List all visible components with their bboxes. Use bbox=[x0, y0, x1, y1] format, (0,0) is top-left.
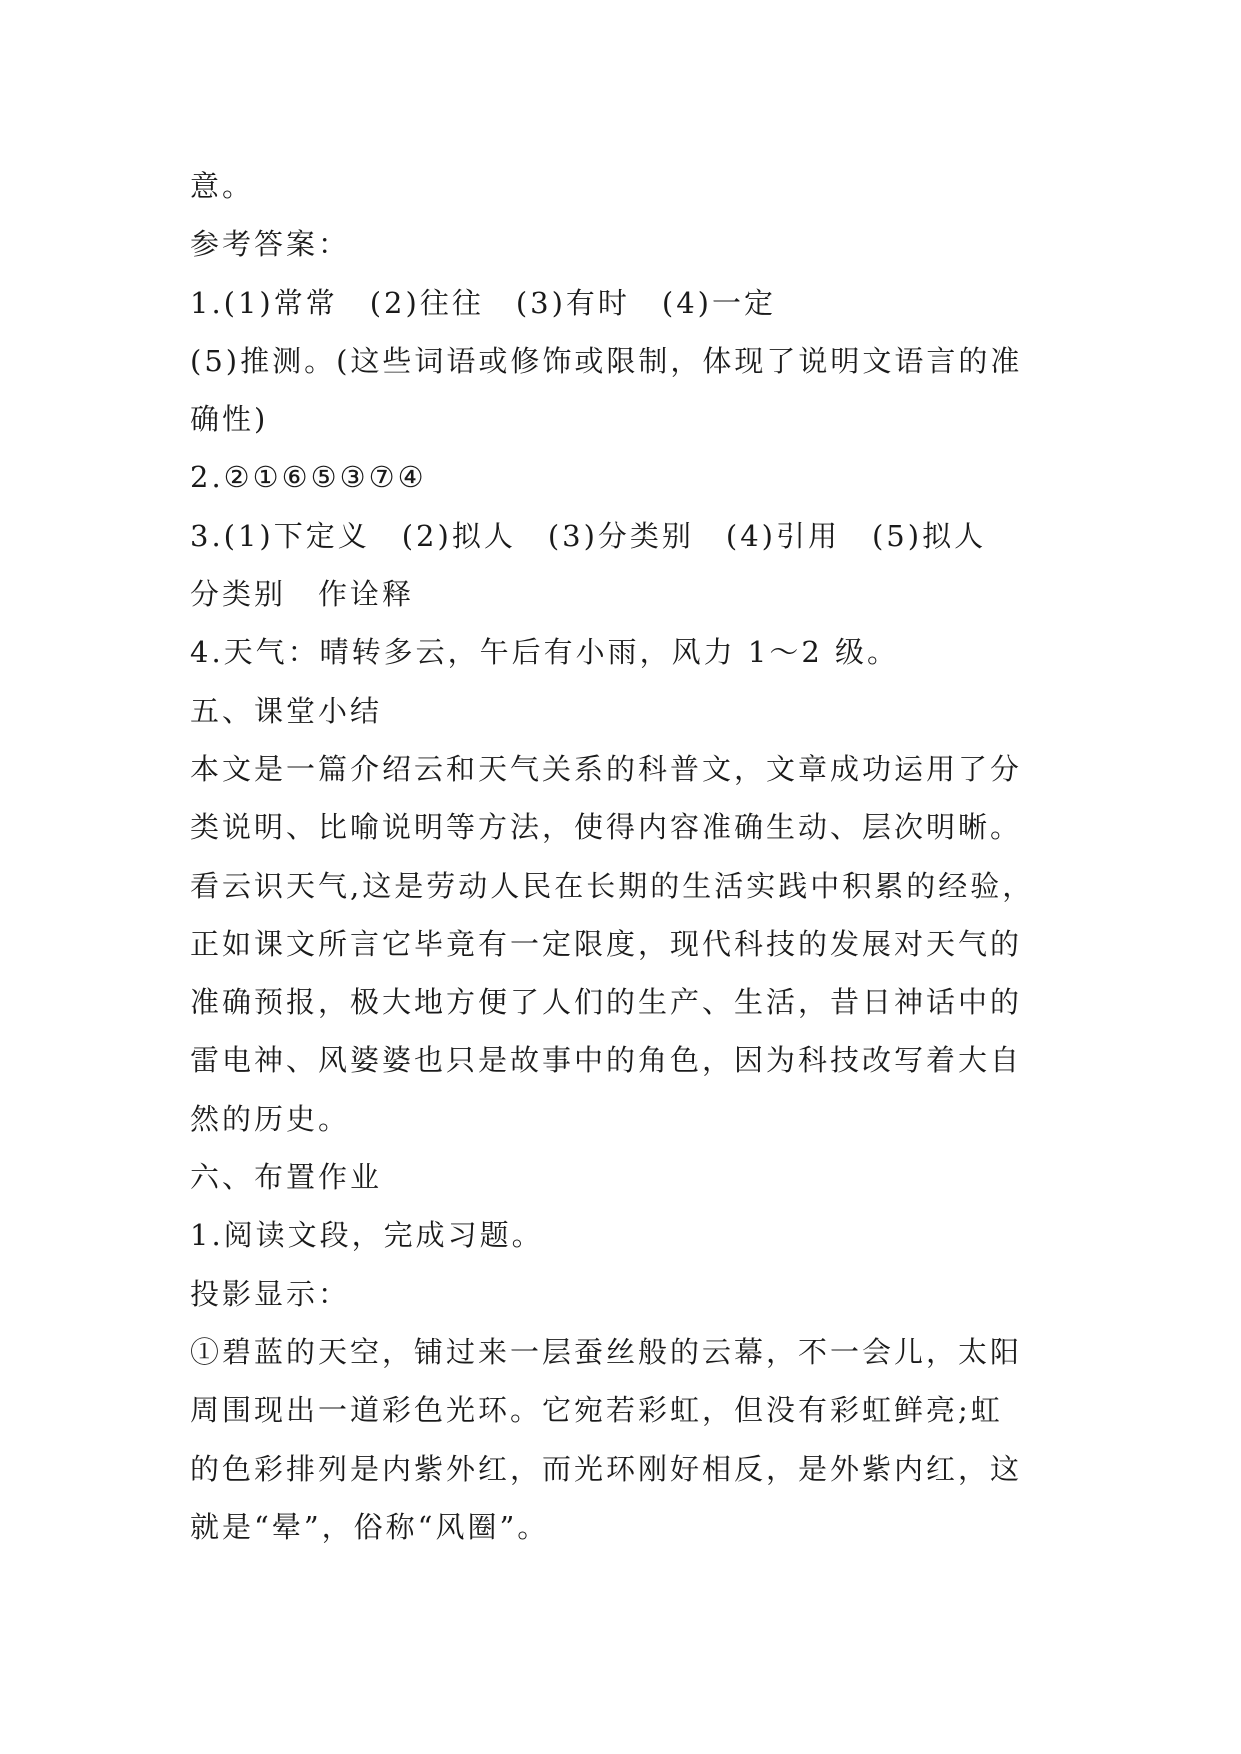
answer-1-continued: 确性) bbox=[190, 402, 269, 437]
projection-label: 投影显示： bbox=[190, 1276, 351, 1311]
answers-heading: 参考答案： bbox=[190, 227, 351, 262]
document-body bbox=[190, 157, 1070, 1556]
summary-paragraph-line: 然的历史。 bbox=[190, 1101, 351, 1136]
answer-1-line: 1.(1)常常 (2)往往 (3)有时 (4)一定 bbox=[190, 285, 776, 320]
summary-paragraph-line: 准确预报，极大地方便了人们的生产、生活，昔日神话中的 bbox=[190, 985, 1023, 1020]
section-heading-homework: 六、布置作业 bbox=[190, 1160, 383, 1195]
summary-paragraph-line: 看云识天气,这是劳动人民在长期的生活实践中积累的经验， bbox=[190, 868, 1035, 903]
answer-3-continued: 分类别 作诠释 bbox=[190, 577, 415, 612]
section-heading-summary: 五、课堂小结 bbox=[190, 693, 383, 728]
passage-line: ①碧蓝的天空，铺过来一层蚕丝般的云幕，不一会儿，太阳 bbox=[190, 1334, 1023, 1369]
answer-1-continued: (5)推测。(这些词语或修饰或限制，体现了说明文语言的准 bbox=[190, 343, 1023, 378]
text-line: 意。 bbox=[190, 169, 255, 203]
summary-paragraph-line: 本文是一篇介绍云和天气关系的科普文，文章成功运用了分 bbox=[190, 751, 1023, 786]
answer-2-line: 2.②①⑥⑤③⑦④ bbox=[190, 460, 427, 495]
answer-3-line: 3.(1)下定义 (2)拟人 (3)分类别 (4)引用 (5)拟人 bbox=[190, 518, 987, 553]
answer-4-line: 4.天气：晴转多云，午后有小雨，风力 1～2 级。 bbox=[190, 635, 900, 670]
summary-paragraph-line: 类说明、比喻说明等方法，使得内容准确生动、层次明晰。 bbox=[190, 810, 1023, 845]
homework-item-1: 1.阅读文段，完成习题。 bbox=[190, 1218, 544, 1253]
passage-line: 周围现出一道彩色光环。它宛若彩虹，但没有彩虹鲜亮;虹 bbox=[190, 1393, 1003, 1428]
passage-line: 的色彩排列是内紫外红，而光环刚好相反，是外紫内红，这 bbox=[190, 1451, 1023, 1486]
summary-paragraph-line: 雷电神、风婆婆也只是故事中的角色，因为科技改写着大自 bbox=[190, 1043, 1023, 1078]
summary-paragraph-line: 正如课文所言它毕竟有一定限度，现代科技的发展对天气的 bbox=[190, 926, 1023, 961]
passage-line: 就是“晕”，俗称“风圈”。 bbox=[190, 1509, 550, 1544]
